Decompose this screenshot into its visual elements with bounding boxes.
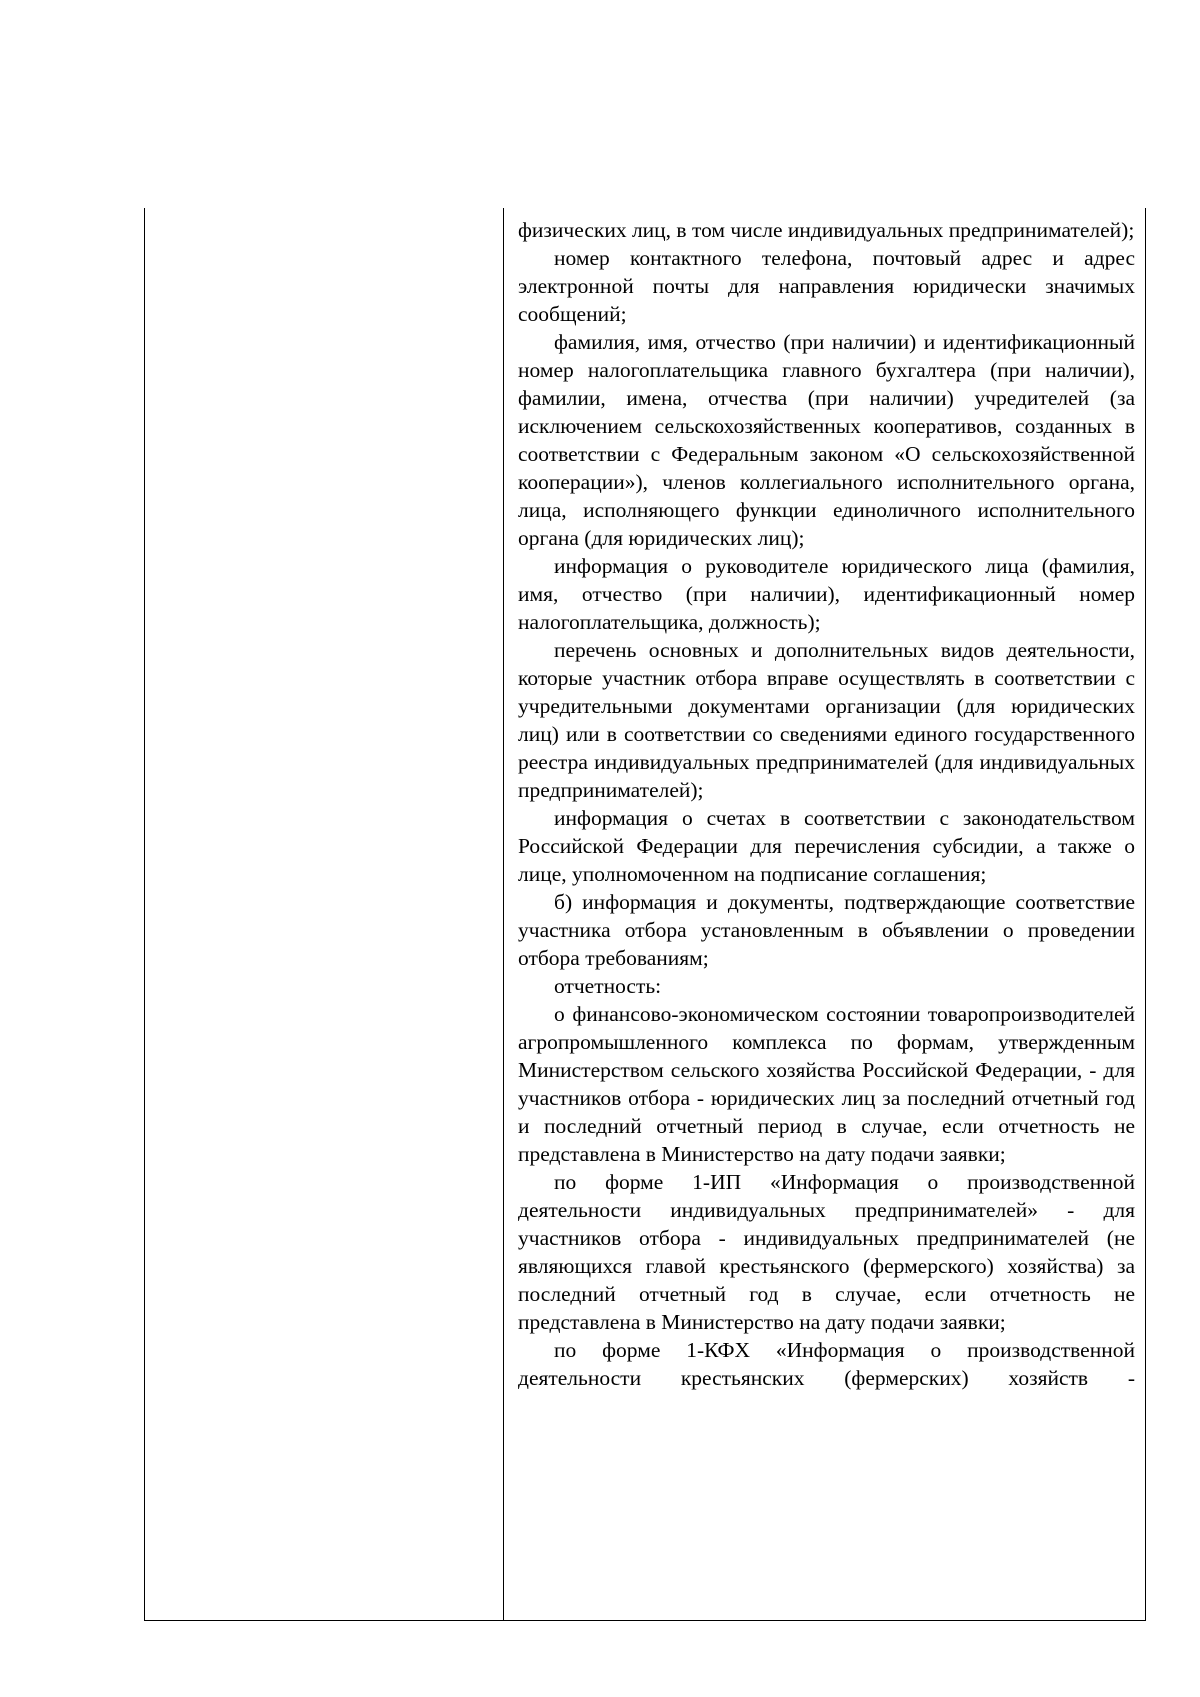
cell-text <box>518 216 1135 1392</box>
paragraph: информация о счетах в соответствии с законодательством Российской Федерации для перечисления субсидии, а также о лице, уполномоченном на подписание соглашения; <box>518 806 1135 886</box>
paragraph: отчетность: <box>554 974 662 998</box>
table-cell-left <box>144 208 504 1621</box>
paragraph: информация о руководителе юридического лица (фамилия, имя, отчество (при наличии), идентификационный номер налогоплательщика, должность); <box>518 554 1135 634</box>
paragraph: номер контактного телефона, почтовый адрес и адрес электронной почты для направления юридически значимых сообщений; <box>518 246 1135 326</box>
paragraph: о финансово-экономическом состоянии товаропроизводителей агропромышленного комплекса по формам, утвержденным Министерством сельского хозяйства Российской Федерации, - для участников отбора - юридических лиц за последний отчетный год и последний отчетный период в случае, если отчетность не представлена в Министерство на дату подачи заявки; <box>518 1002 1135 1166</box>
paragraph: фамилия, имя, отчество (при наличии) и идентификационный номер налогоплательщика главного бухгалтера (при наличии), фамилии, имена, отчества (при наличии) учредителей (за исключением сельскохозяйственных кооперативов, созданных в соответствии с Федеральным законом «О сельскохозяйственной кооперации»), членов коллегиального исполнительного органа, лица, исполняющего функции единоличного исполнительного органа (для юридических лиц); <box>518 330 1135 550</box>
paragraph: физических лиц, в том числе индивидуальных предпринимателей); <box>518 218 1135 242</box>
paragraph: б) информация и документы, подтверждающие соответствие участника отбора установленным в объявлении о проведении отбора требованиям; <box>518 890 1135 970</box>
paragraph: по форме 1-ИП «Информация о производственной деятельности индивидуальных предпринимателей» - для участников отбора - индивидуальных предпринимателей (не являющихся главой крестьянского (фермерского) хозяйства) за последний отчетный год в случае, если отчетность не представлена в Министерство на дату подачи заявки; <box>518 1170 1135 1334</box>
paragraph: перечень основных и дополнительных видов деятельности, которые участник отбора вправе осуществлять в соответствии с учредительными документами организации (для юридических лиц) или в соответствии со сведениями единого государственного реестра индивидуальных предпринимателей (для индивидуальных предпринимателей); <box>518 638 1135 802</box>
paragraph: по форме 1-КФХ «Информация о производственной деятельности крестьянских (фермерских) хозяйств - <box>518 1338 1135 1390</box>
